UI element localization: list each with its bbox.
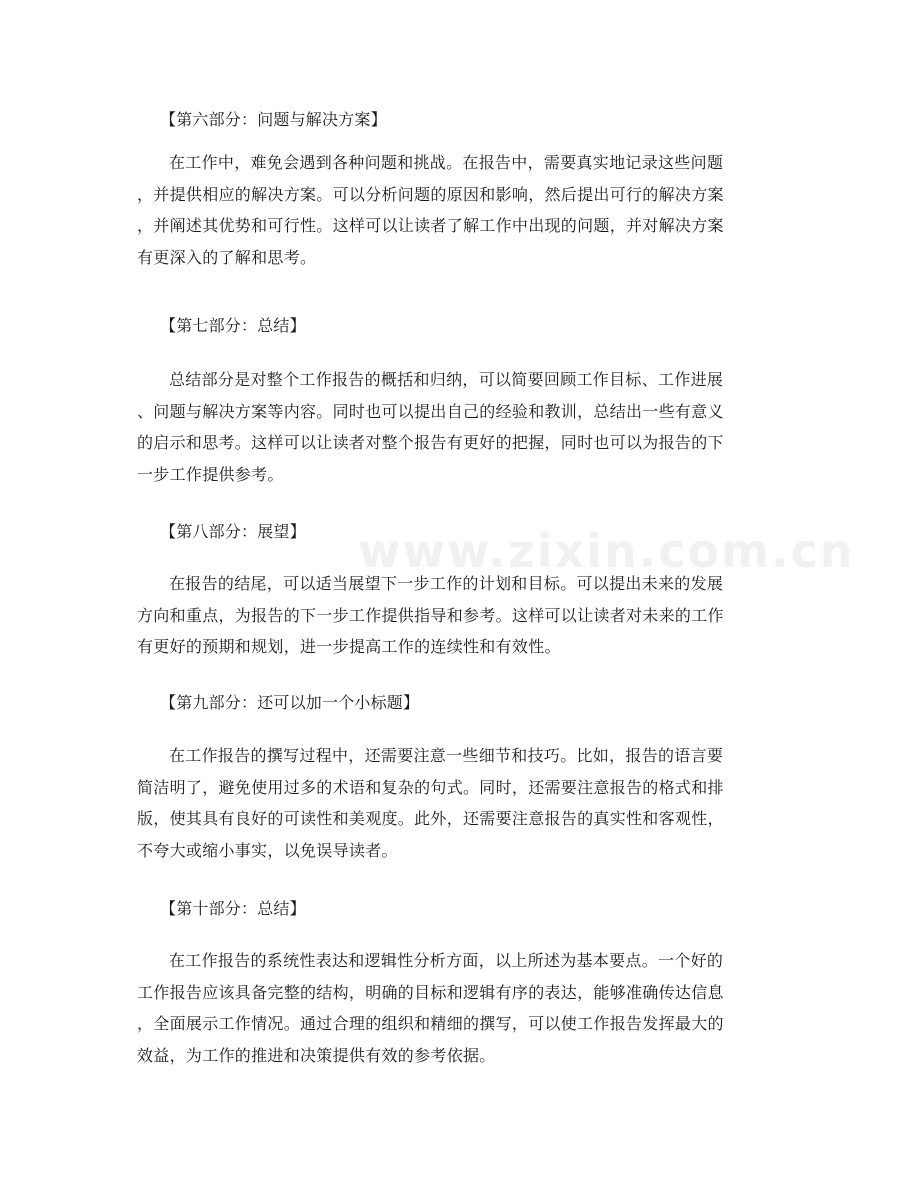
paragraph-line: 在工作报告的撰写过程中，还需要注意一些细节和技巧。比如，报告的语言要 — [169, 746, 724, 765]
section-paragraph-7 — [137, 364, 797, 490]
section-paragraph-8 — [137, 568, 797, 663]
section-heading-10: 【第十部分：总结】 — [160, 899, 306, 918]
section-paragraph-10 — [137, 945, 797, 1071]
paragraph-line: 在工作中，难免会遇到各种问题和挑战。在报告中，需要真实地记录这些问题 — [169, 153, 724, 172]
paragraph-line: 有更好的预期和规划，进一步提高工作的连续性和有效性。 — [137, 637, 561, 656]
paragraph-line: 的启示和思考。这样可以让读者对整个报告有更好的把握，同时也可以为报告的下 — [137, 433, 724, 452]
section-heading-6: 【第六部分：问题与解决方案】 — [160, 110, 387, 129]
paragraph-line: 版，使其具有良好的可读性和美观度。此外，还需要注意报告的真实性和客观性， — [137, 809, 724, 828]
section-heading-7: 【第七部分：总结】 — [160, 316, 306, 335]
paragraph-line: ，并提供相应的解决方案。可以分析问题的原因和影响，然后提出可行的解决方案 — [137, 184, 724, 204]
section-heading-8: 【第八部分：展望】 — [160, 522, 306, 541]
paragraph-line: 工作报告应该具备完整的结构，明确的目标和逻辑有序的表达，能够准确传达信息 — [137, 982, 724, 1002]
paragraph-line: 总结部分是对整个工作报告的概括和归纳，可以简要回顾工作目标、工作进展 — [169, 370, 724, 389]
paragraph-line: 在报告的结尾，可以适当展望下一步工作的计划和目标。可以提出未来的发展 — [169, 574, 724, 593]
paragraph-line: 一步工作提供参考。 — [137, 464, 284, 484]
paragraph-line: 方向和重点，为报告的下一步工作提供指导和参考。这样可以让读者对未来的工作 — [137, 605, 724, 625]
section-heading-9: 【第九部分：还可以加一个小标题】 — [160, 693, 420, 712]
paragraph-line: 有更深入的了解和思考。 — [137, 247, 317, 267]
paragraph-line: ，全面展示工作情况。通过合理的组织和精细的撰写，可以使工作报告发挥最大的 — [137, 1014, 724, 1033]
paragraph-line: 效益，为工作的推进和决策提供有效的参考依据。 — [137, 1045, 496, 1065]
paragraph-line: 简洁明了，避免使用过多的术语和复杂的句式。同时，还需要注意报告的格式和排 — [137, 777, 724, 797]
paragraph-line: 不夸大或缩小事实，以免误导读者。 — [137, 840, 398, 860]
section-paragraph-6 — [137, 147, 797, 273]
paragraph-line: 、问题与解决方案等内容。同时也可以提出自己的经验和教训，总结出一些有意义 — [137, 401, 724, 421]
paragraph-line: 在工作报告的系统性表达和逻辑性分析方面，以上所述为基本要点。一个好的 — [169, 951, 724, 970]
paragraph-line: ，并阐述其优势和可行性。这样可以让读者了解工作中出现的问题，并对解决方案 — [137, 216, 724, 235]
section-paragraph-9 — [137, 740, 797, 866]
watermark: www.zixin.com.cn — [358, 524, 855, 578]
